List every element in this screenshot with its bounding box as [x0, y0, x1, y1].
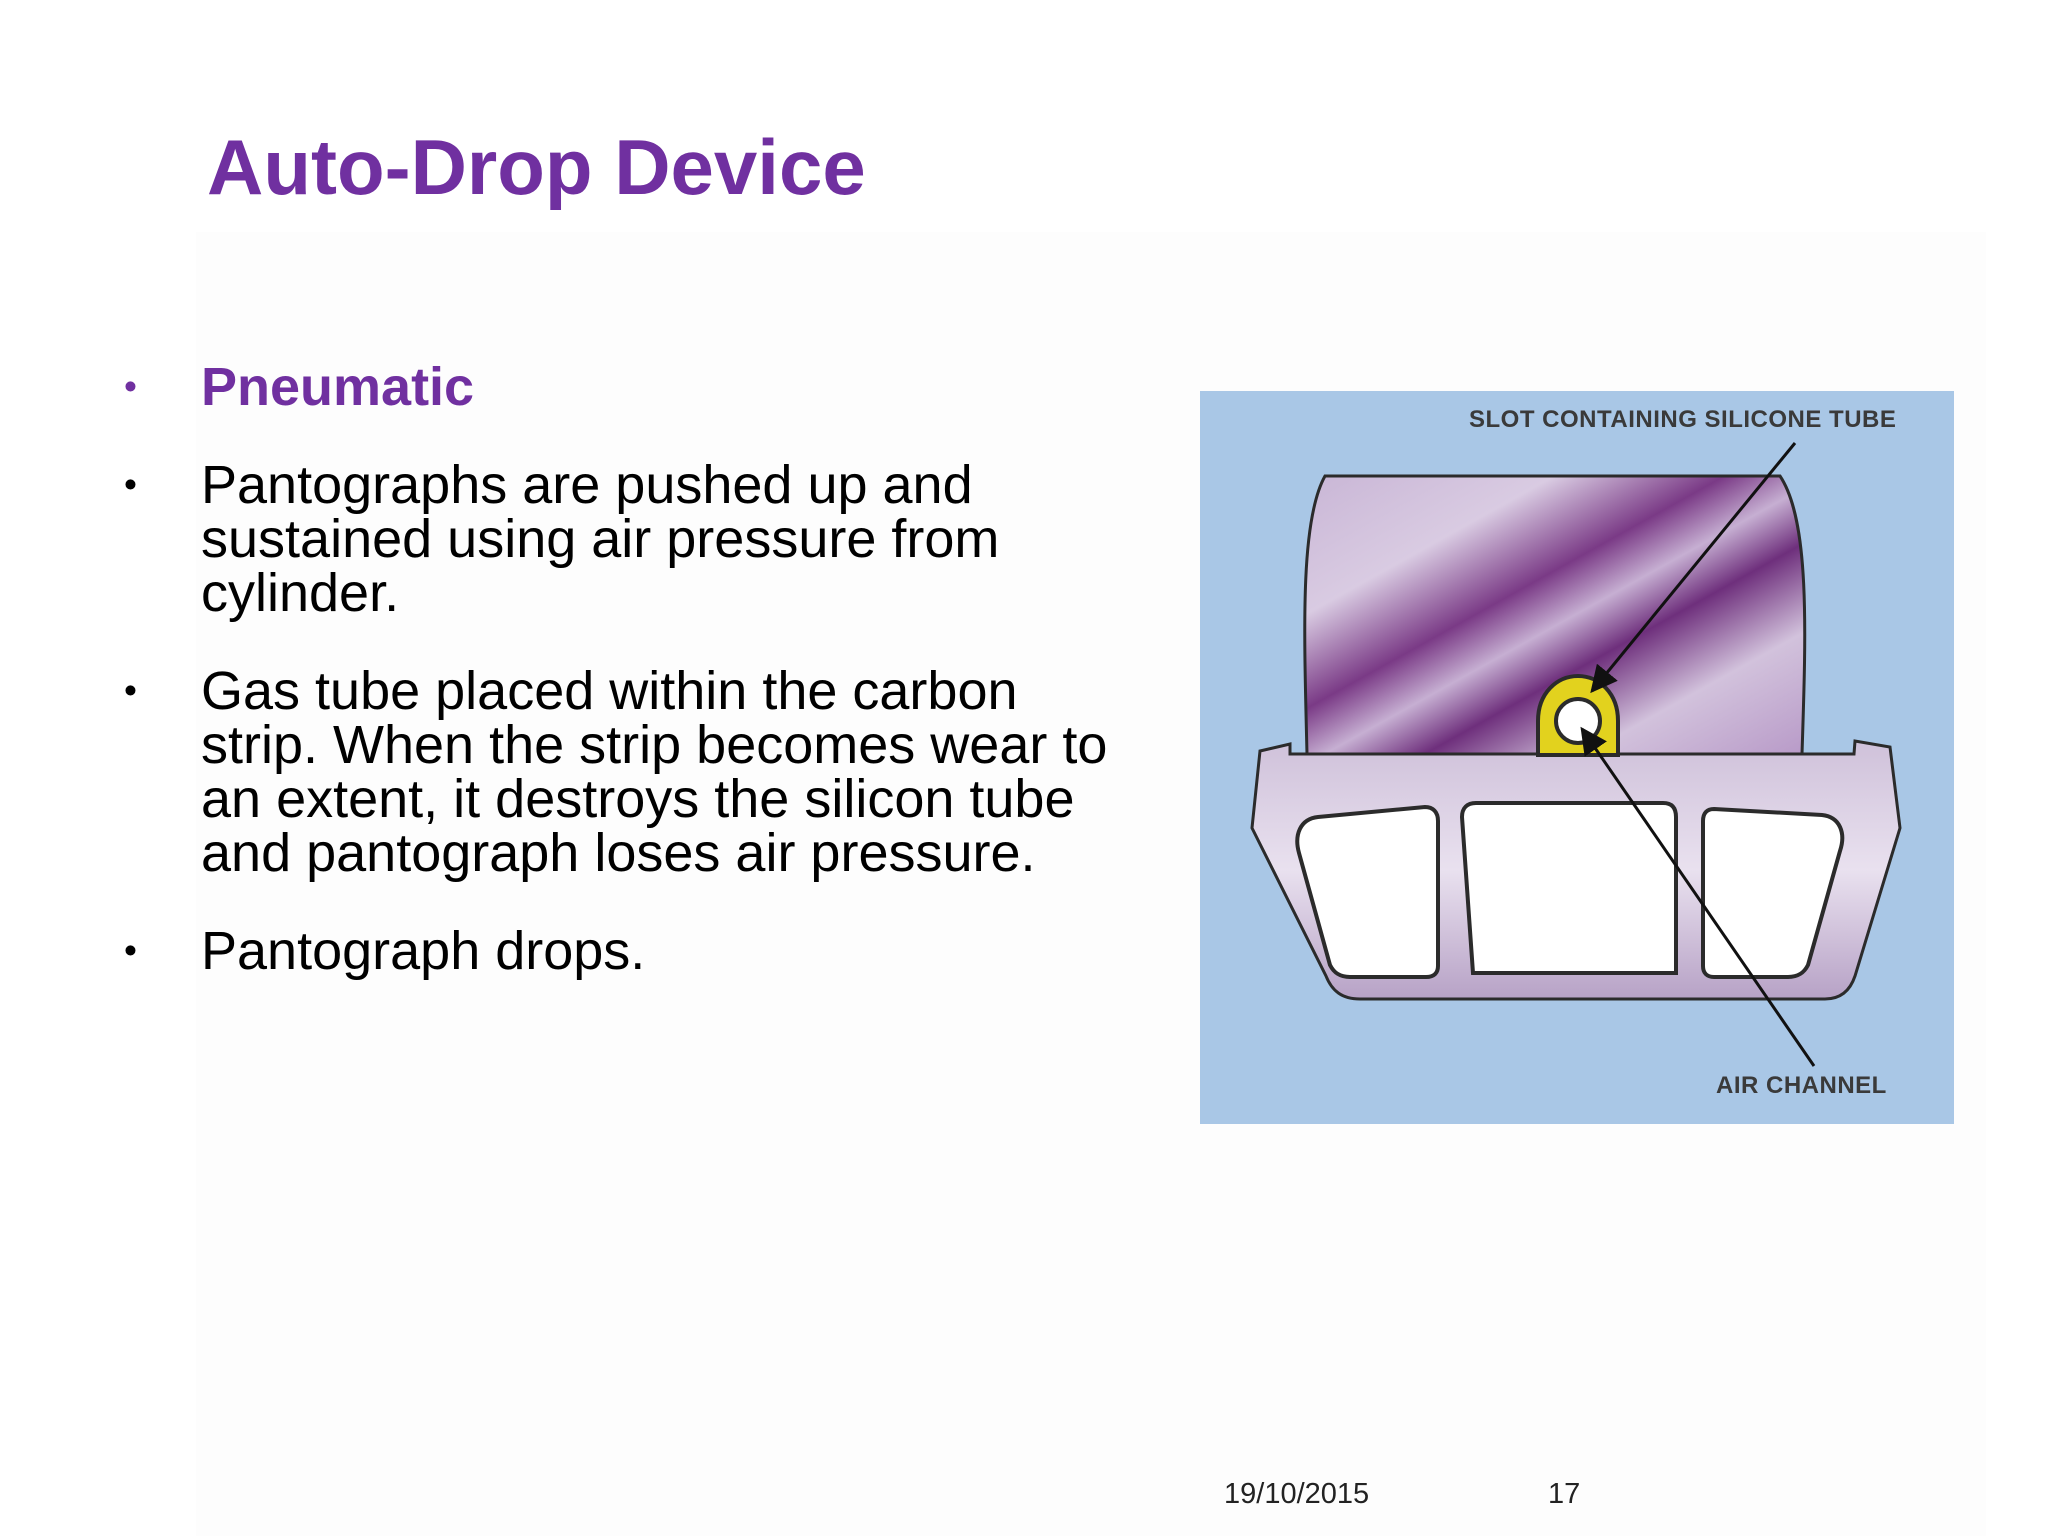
bullet-dot: • — [124, 366, 137, 407]
slide-title: Auto-Drop Device — [207, 123, 866, 211]
air-channel-label: AIR CHANNEL — [1716, 1072, 1887, 1099]
bullet-line: Pantograph drops. — [201, 921, 646, 981]
air-channel-center — [1462, 803, 1676, 973]
bullet-item — [120, 357, 1180, 417]
bullet-line: sustained using air pressure from — [201, 509, 1000, 569]
silicone-tube — [1556, 699, 1600, 743]
bullet-line: Pantographs are pushed up and — [201, 455, 973, 515]
diagram-svg — [1200, 391, 1954, 1124]
bullet-line: an extent, it destroys the silicon tube — [201, 769, 1075, 829]
bullet-dot: • — [124, 670, 137, 711]
bullet-item — [120, 455, 1180, 623]
slot-label: SLOT CONTAINING SILICONE TUBE — [1469, 406, 1897, 433]
footer-date: 19/10/2015 — [1224, 1478, 1370, 1510]
bullet-line: Pneumatic — [201, 357, 475, 417]
pantograph-strip-diagram — [1200, 391, 1954, 1124]
bullet-item — [120, 921, 1180, 981]
bullet-list — [120, 357, 1180, 1022]
bullet-dot: • — [124, 930, 137, 971]
bullet-line: strip. When the strip becomes wear to — [201, 715, 1108, 775]
bullet-line: and pantograph loses air pressure. — [201, 823, 1036, 883]
page-number: 17 — [1548, 1478, 1581, 1510]
bullet-dot: • — [124, 464, 137, 505]
bullet-line: Gas tube placed within the carbon — [201, 661, 1018, 721]
bullet-item — [120, 661, 1180, 883]
bullet-line: cylinder. — [201, 563, 400, 623]
